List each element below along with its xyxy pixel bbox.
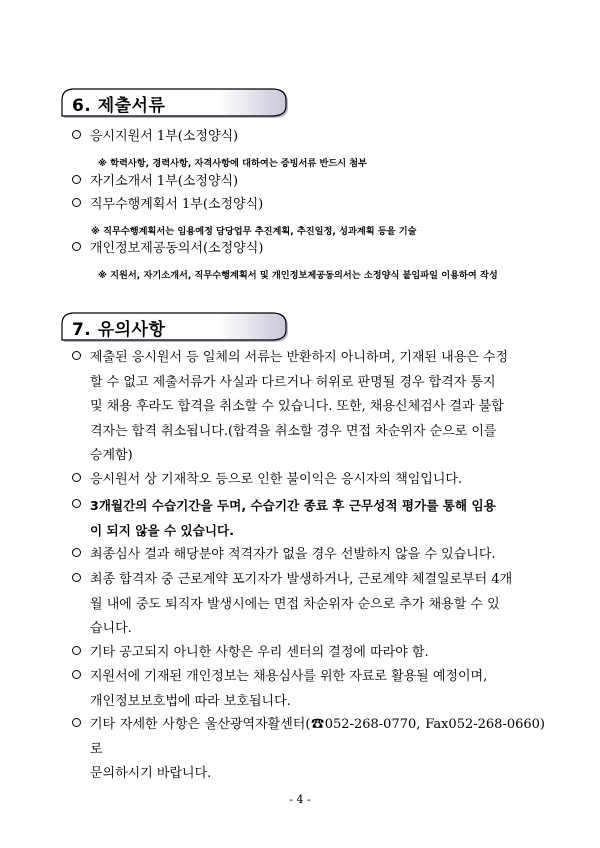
list-item-text: 기타 공고되지 아니한 사항은 우리 센터의 결정에 따라야 함.	[90, 645, 429, 660]
list-item-text	[90, 494, 545, 543]
list-item	[72, 346, 545, 469]
text-line: 개인정보보호법에 따라 보호됩니다.	[90, 693, 291, 709]
list-item	[72, 543, 496, 568]
circle-bullet-icon	[72, 130, 81, 139]
text-line: 습니다.	[90, 621, 132, 636]
text-line: 격자는 합격 취소됩니다.(합격을 취소할 경우 면접 차순위자 순으로 이를	[90, 423, 497, 439]
list-item	[72, 665, 545, 714]
note-text: ※ 직무수행계획서는 임용예정 담당업무 추진계획, 추진일정, 성과계획 등을 기술	[91, 226, 417, 237]
section-6-title: 6. 제출서류	[72, 96, 166, 116]
list-item	[72, 641, 429, 666]
text-line: 및 채용 후라도 합격을 취소할 수 있습니다. 또한, 채용신체검사 결과 불합	[90, 399, 504, 414]
text-line: 승계함)	[90, 448, 133, 463]
list-item-text: 최종심사 결과 해당분야 적격자가 없을 경우 선발하지 않을 수 있습니다.	[90, 547, 496, 562]
list-item-text: 응시원서 상 기재착오 등으로 인한 불이익은 응시자의 책임입니다.	[90, 472, 463, 487]
circle-bullet-icon	[72, 351, 81, 360]
circle-bullet-icon	[72, 573, 81, 582]
list-item-emphasis	[72, 494, 545, 543]
list-item-text: 응시지원서 1부(소정양식)	[90, 129, 239, 144]
circle-bullet-icon	[72, 473, 81, 482]
text-line: 이 되지 않을 수 있습니다.	[90, 522, 234, 538]
circle-bullet-icon	[72, 499, 81, 508]
text-line: 할 수 없고 제출서류가 사실과 다르거나 허위로 판명될 경우 합격자 통지	[90, 374, 496, 390]
section-7-header	[58, 310, 288, 342]
note-text: ※ 학력사항, 경력사항, 자격사항에 대하여는 증빙서류 반드시 첨부	[98, 158, 368, 169]
section-6-header	[58, 86, 288, 118]
circle-bullet-icon	[72, 198, 81, 207]
circle-bullet-icon	[72, 670, 81, 679]
text-line: 최종 합격자 중 근로계약 포기자가 발생하거나, 근로계약 체결일로부터 4개	[90, 572, 513, 587]
section-7-title: 7. 유의사항	[72, 320, 166, 340]
list-item-text	[90, 665, 545, 714]
list-item-text	[90, 346, 545, 469]
circle-bullet-icon	[72, 242, 81, 251]
list-item-text: 개인정보제공동의서(소정양식)	[90, 241, 264, 256]
list-item-text	[90, 713, 545, 787]
circle-bullet-icon	[72, 646, 81, 655]
list-item	[72, 468, 462, 493]
list-item-text: 직무수행계획서 1부(소정양식)	[90, 197, 264, 212]
list-item	[72, 170, 238, 195]
text-line: 지원서에 기재된 개인정보는 채용심사를 위한 자료로 활용될 예정이며,	[90, 669, 488, 684]
note-text: ※ 지원서, 자기소개서, 직무수행계획서 및 개인정보제공동의서는 소정양식 붙임파일 이용하여 작성	[98, 270, 498, 281]
page-number: - 4 -	[289, 793, 311, 806]
text-line: 3개월간의 수습기간을 두며, 수습기간 종료 후 근무성적 평가를 통해 임용	[90, 498, 496, 513]
list-item	[72, 713, 545, 787]
list-item	[72, 193, 263, 218]
list-item-text: 자기소개서 1부(소정양식)	[90, 174, 239, 189]
text-line: 문의하시기 바랍니다.	[90, 766, 212, 781]
circle-bullet-icon	[72, 175, 81, 184]
text-line: 기타 자세한 사항은 울산광역자활센터(☎052-268-0770, Fax052-268-0660)로	[90, 717, 545, 757]
list-item	[72, 237, 263, 262]
circle-bullet-icon	[72, 718, 81, 727]
list-item	[72, 568, 545, 642]
text-line: 월 내에 중도 퇴직자 발생시에는 면접 차순위자 순으로 추가 채용할 수 있	[90, 596, 500, 612]
text-line: 제출된 응시원서 등 일체의 서류는 반환하지 아니하며, 기재된 내용은 수정	[90, 350, 509, 365]
list-item	[72, 125, 238, 150]
list-item-text	[90, 568, 545, 642]
circle-bullet-icon	[72, 548, 81, 557]
